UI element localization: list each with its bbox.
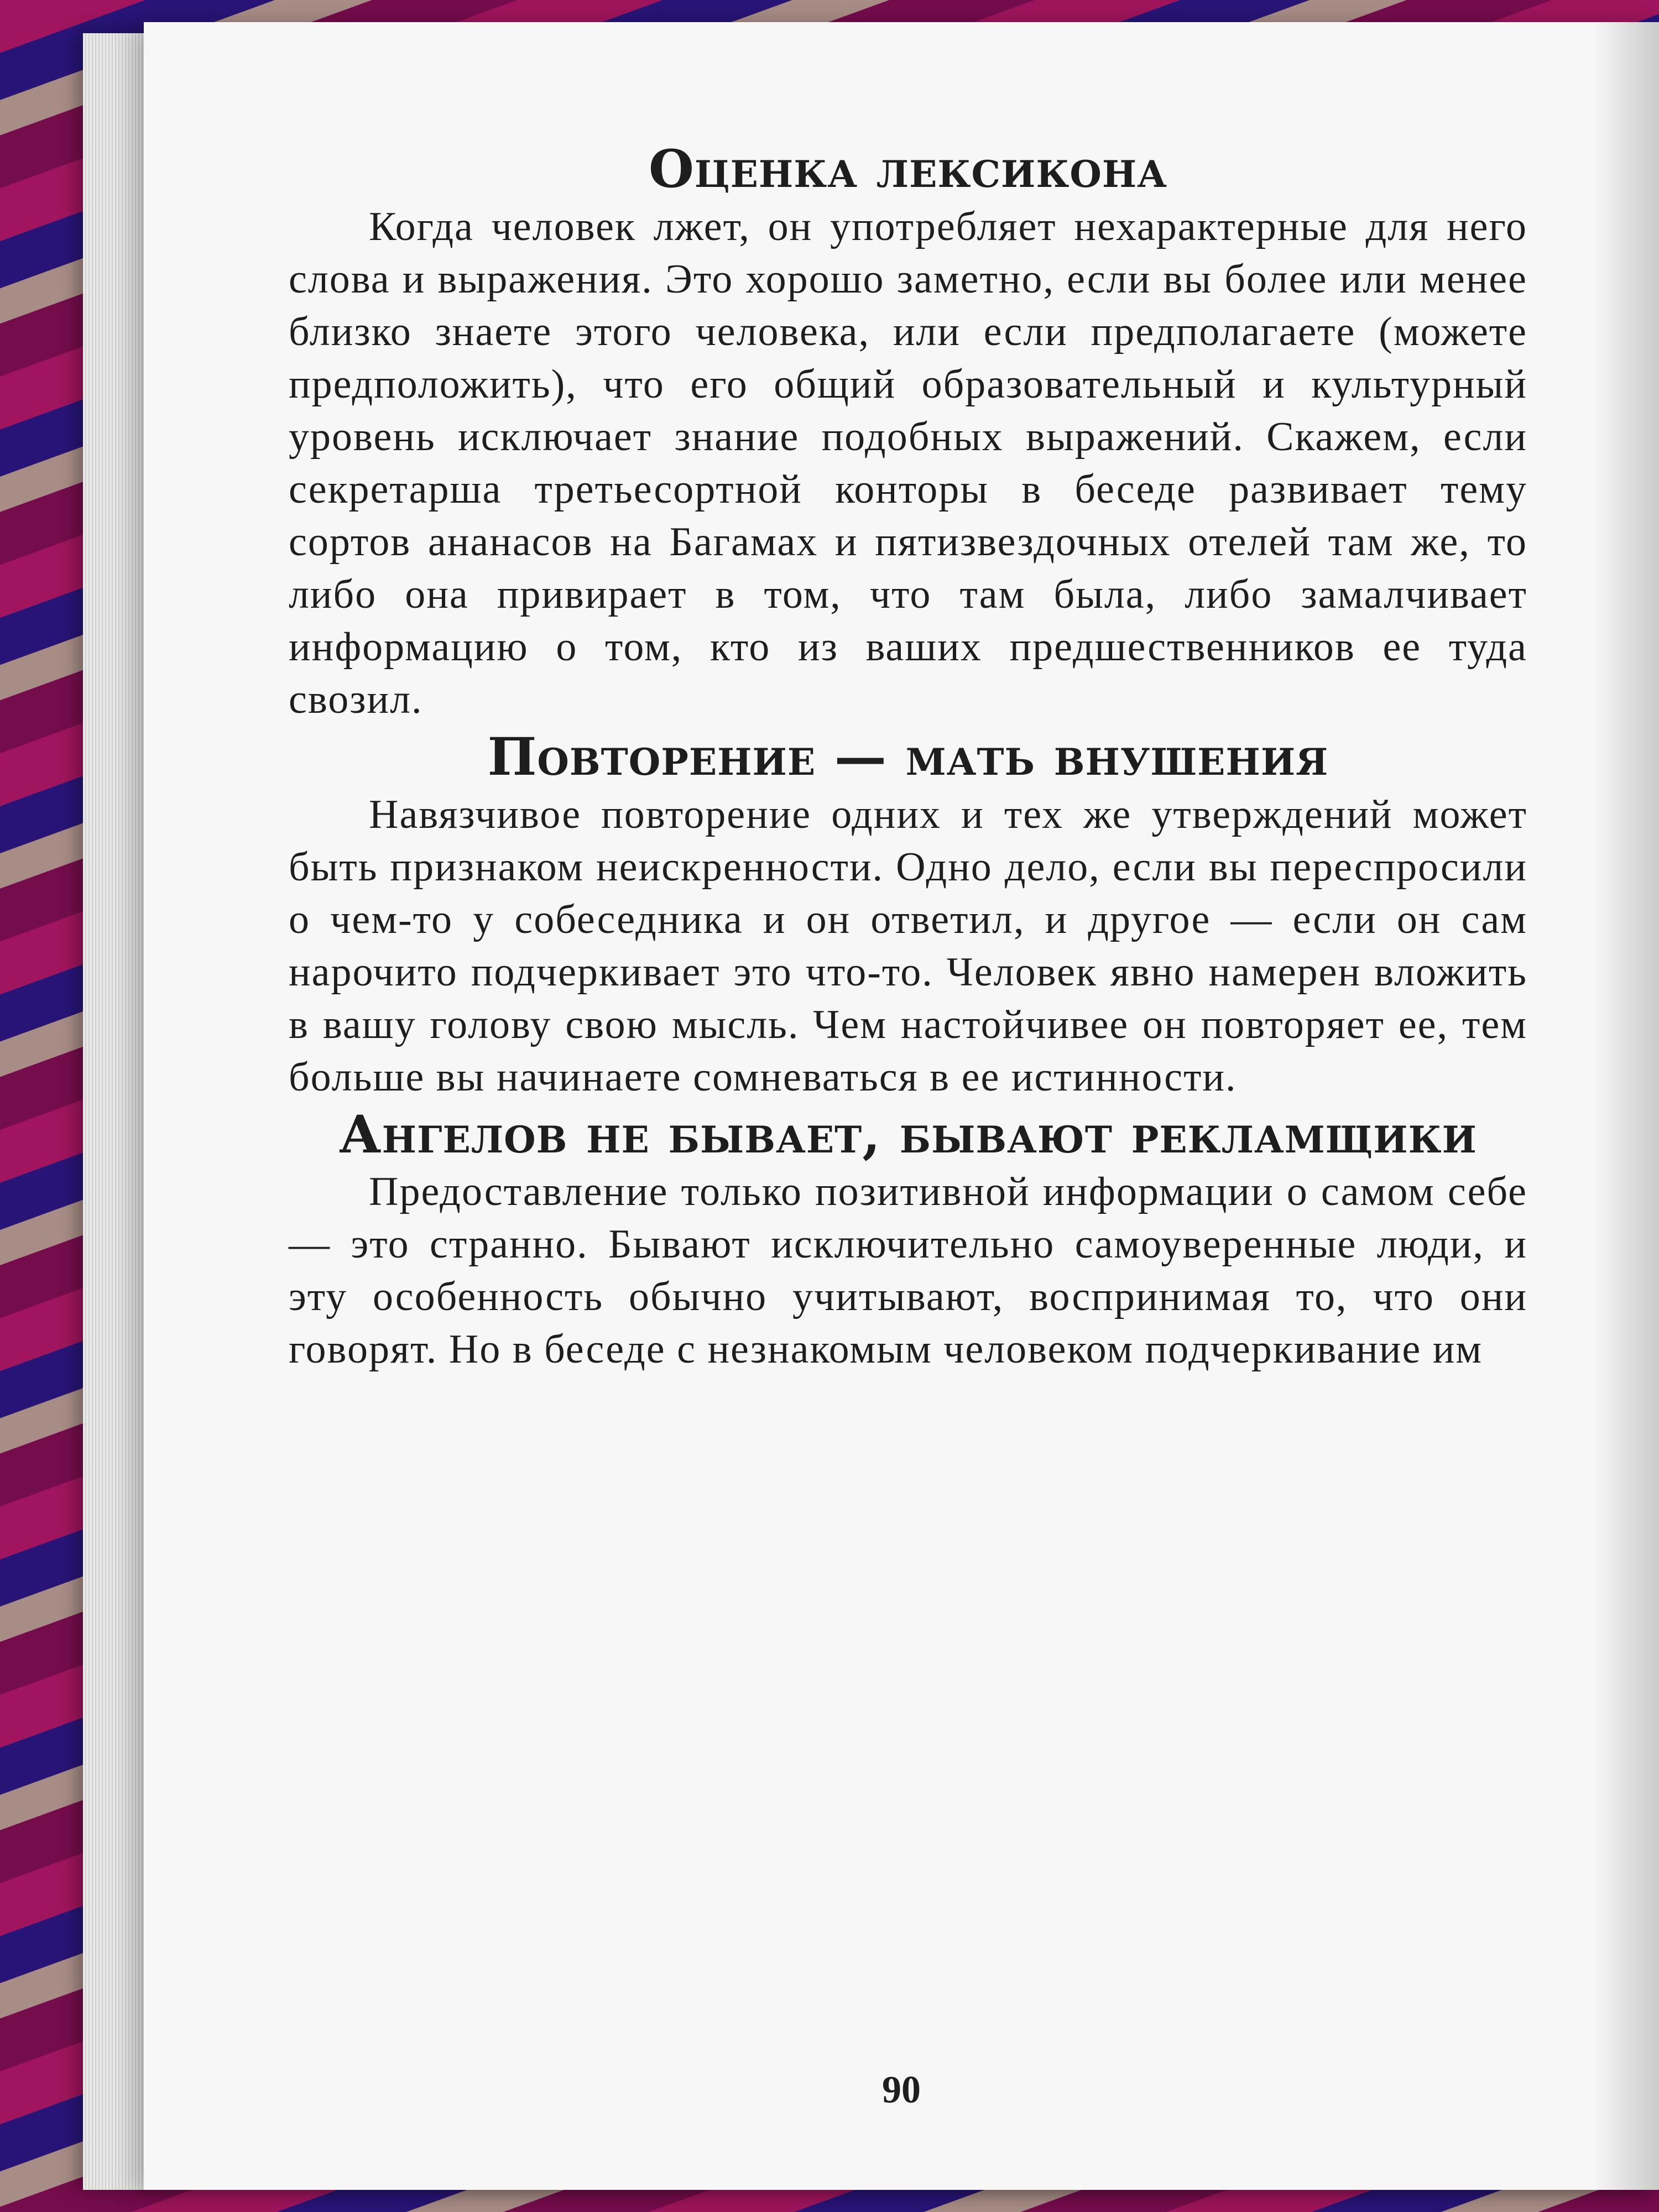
section-heading: Повторение — мать внушения: [487, 726, 1329, 787]
section-heading: Ангелов не бывает, бывают рекламщики: [339, 1104, 1477, 1165]
page-content: [289, 138, 1527, 1376]
spine-shadow: [1593, 22, 1659, 2190]
section-paragraph: Навязчивое повторение одних и тех же утверждений может быть признаком неискренности. Одно дело, если вы переспросили о чем-то у собеседника и он ответил, и другое — если он сам нарочито подчеркивает это что-то. Человек явно намерен вложить в вашу голову свою мысль. Чем настойчивее он повторяет ее, тем больше вы начинаете сомневаться в ее истинности.: [289, 791, 1527, 1100]
book-page: [144, 22, 1659, 2190]
section-paragraph: Предоставление только позитивной информации о самом себе — это странно. Бывают исключительно самоуверенные люди, и эту особенность обычно учитывают, воспринимая то, что они говорят. Но в беседе с незнакомым человеком подчеркивание им: [289, 1169, 1527, 1373]
section-heading: Оценка лексикона: [648, 139, 1168, 200]
section-paragraph: Когда человек лжет, он употребляет нехарактерные для него слова и выражения. Это хорошо заметно, если вы более или менее близко знаете этого человека, или если предполагаете (можете предположить), что его общий образовательный и культурный уровень исключает знание подобных выражений. Скажем, если секретарша третьесортной конторы в беседе развивает тему сортов ананасов на Багамах и пятизвездочных отелей там же, то либо она привирает в том, что там была, либо замалчивает информацию о том, кто из ваших предшественников ее туда свозил.: [289, 204, 1527, 722]
page-number: 90: [882, 2069, 921, 2111]
